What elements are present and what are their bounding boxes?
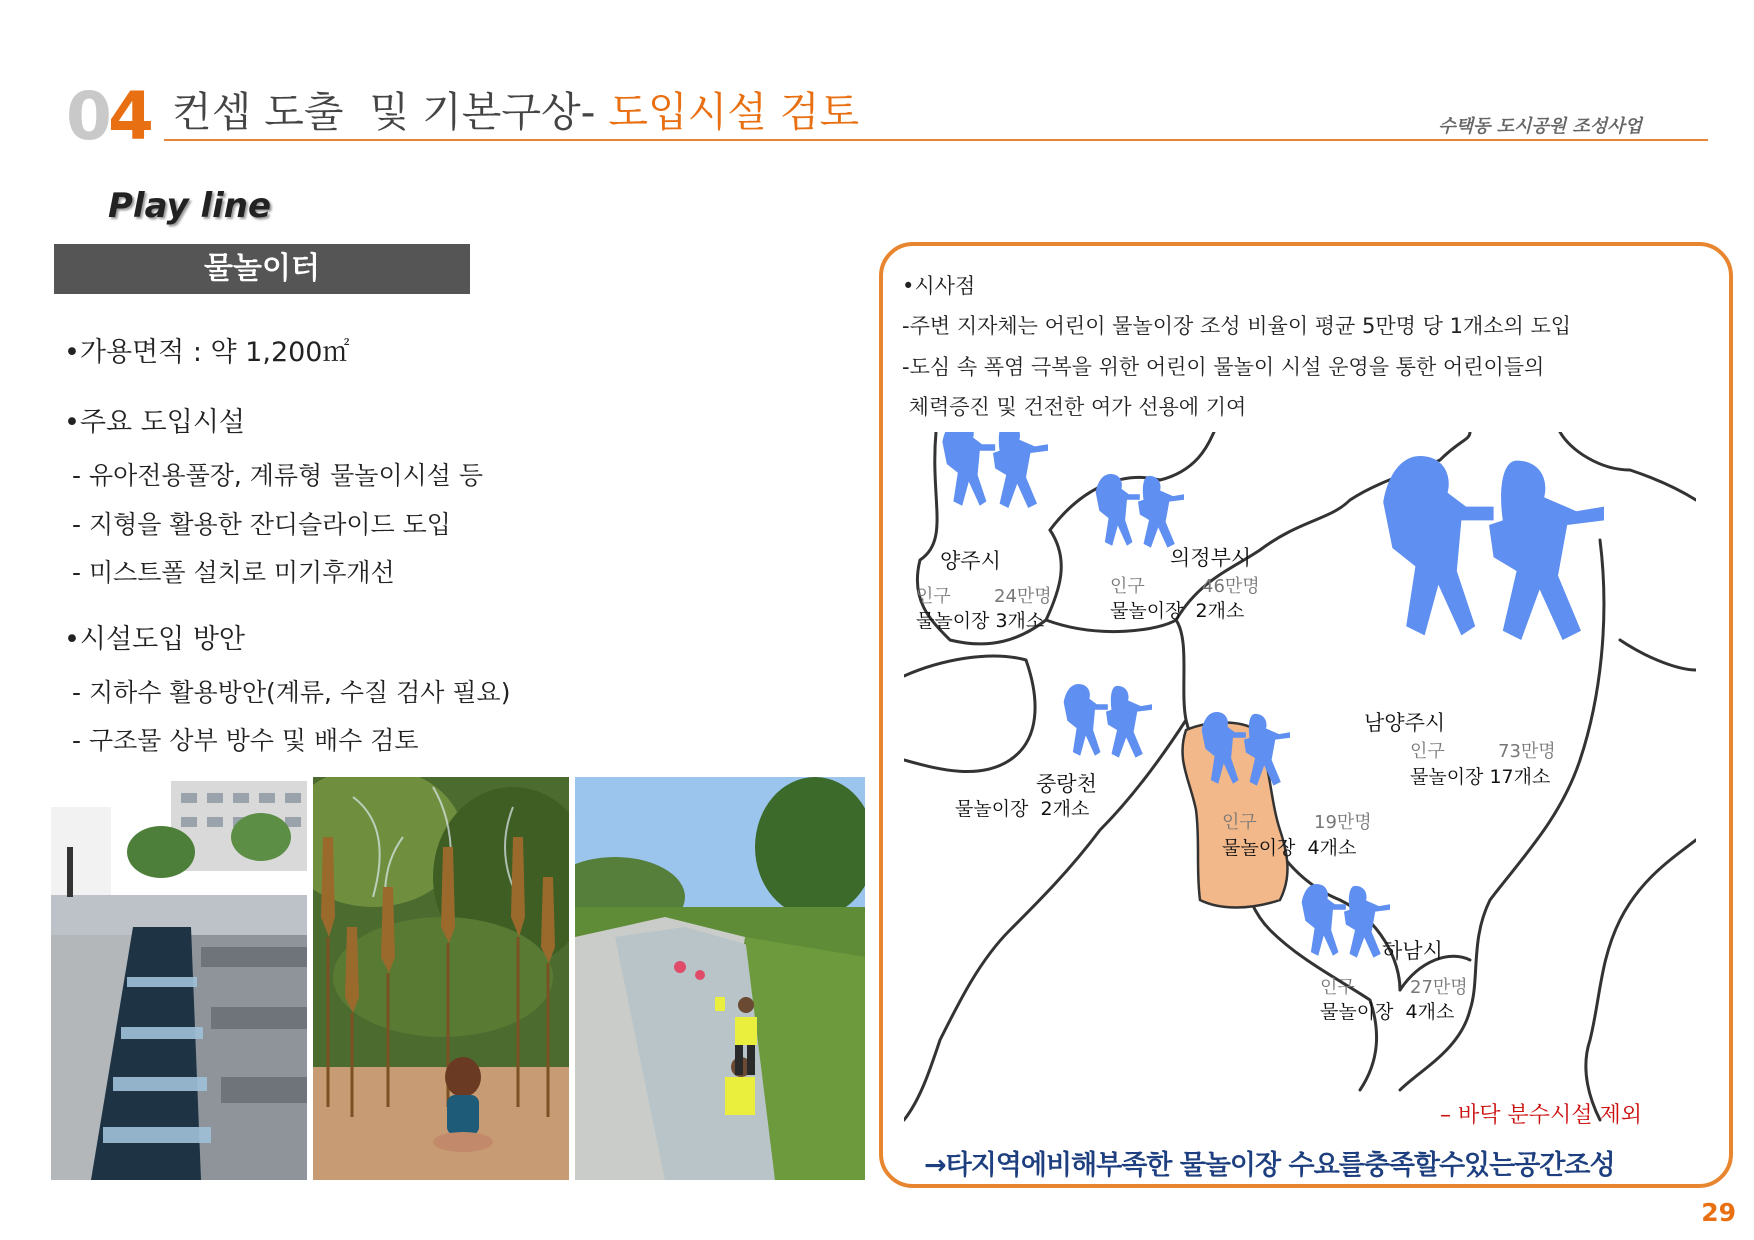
city-name-jungnang: 중랑천: [1036, 772, 1097, 796]
pop-value-namyangju: 73만명: [1498, 741, 1556, 762]
city-name-yangju: 양주시: [940, 549, 1001, 573]
main-facilities-heading: •주요 도입시설: [64, 407, 246, 438]
section-number-digit-1: 0: [66, 78, 108, 155]
available-area: •가용면적 : 약 1,200㎡: [64, 337, 350, 368]
pools-namyangju: 물놀이장 17개소: [1410, 766, 1551, 788]
pop-label-uijeongbu: 인구: [1110, 576, 1145, 597]
play-line-label: Play line: [108, 186, 272, 226]
pools-uijeongbu: 물놀이장 2개소: [1110, 600, 1245, 622]
implication-heading: •시사점: [902, 274, 976, 298]
page-title-highlight: 도입시설 검토: [608, 88, 860, 136]
city-name-namyangju: 남양주시: [1364, 711, 1446, 735]
plan-heading: •시설도입 방안: [64, 624, 246, 655]
city-name-hanam: 하남시: [1382, 939, 1443, 963]
section-number: [66, 78, 150, 155]
exclude-note: – 바닥 분수시설 제외: [1440, 1103, 1642, 1128]
pools-hanam: 물놀이장 4개소: [1320, 1001, 1455, 1023]
photo-water-channel-children: [575, 777, 865, 1180]
main-facility-item: - 지형을 활용한 잔디슬라이드 도입: [72, 510, 451, 539]
plan-item: - 지하수 활용방안(계류, 수질 검사 필요): [72, 678, 511, 707]
implication-item: -도심 속 폭염 극복을 위한 어린이 물놀이 시설 운영을 통한 어린이들의: [902, 355, 1545, 379]
pop-label-namyangju: 인구: [1410, 741, 1445, 762]
page-title: [172, 90, 859, 135]
photo-cascade-channel: [51, 777, 307, 1180]
page-title-main: 컨셉 도출 및 기본구상-: [172, 88, 609, 136]
pools-guri: 물놀이장 4개소: [1222, 837, 1357, 859]
implication-item: -주변 지자체는 어린이 물놀이장 조성 비율이 평균 5만명 당 1개소의 도입: [902, 314, 1572, 338]
photo-mist-fountains: [313, 777, 569, 1180]
header-divider: [164, 139, 1708, 141]
implication-item: 체력증진 및 건전한 여가 선용에 기여: [902, 395, 1247, 419]
pop-label-guri: 인구: [1222, 812, 1257, 833]
pop-value-uijeongbu: 46만명: [1202, 576, 1260, 597]
pools-jungnang: 물놀이장 2개소: [955, 798, 1090, 820]
conclusion-text: →타지역에비해부족한 물놀이장 수요를충족할수있는공간조성: [924, 1150, 1615, 1181]
pop-label-hanam: 인구: [1320, 977, 1355, 998]
page-number: 29: [1701, 1198, 1736, 1227]
plan-item: - 구조물 상부 방수 및 배수 검토: [72, 726, 419, 755]
pop-value-guri: 19만명: [1314, 812, 1372, 833]
section-number-digit-2: 4: [107, 78, 150, 155]
regional-map: [904, 432, 1696, 1132]
pop-value-yangju: 24만명: [994, 586, 1052, 607]
pop-label-yangju: 인구: [916, 586, 951, 607]
project-name: 수택동 도시공원 조성사업: [1438, 116, 1642, 137]
main-facility-item: - 유아전용풀장, 계류형 물놀이시설 등: [72, 461, 484, 490]
city-name-uijeongbu: 의정부시: [1170, 546, 1252, 570]
facility-title-bar: 물놀이터: [54, 244, 470, 294]
pools-yangju: 물놀이장 3개소: [916, 610, 1045, 632]
main-facility-item: - 미스트폴 설치로 미기후개선: [72, 558, 395, 587]
pop-value-hanam: 27만명: [1410, 977, 1468, 998]
